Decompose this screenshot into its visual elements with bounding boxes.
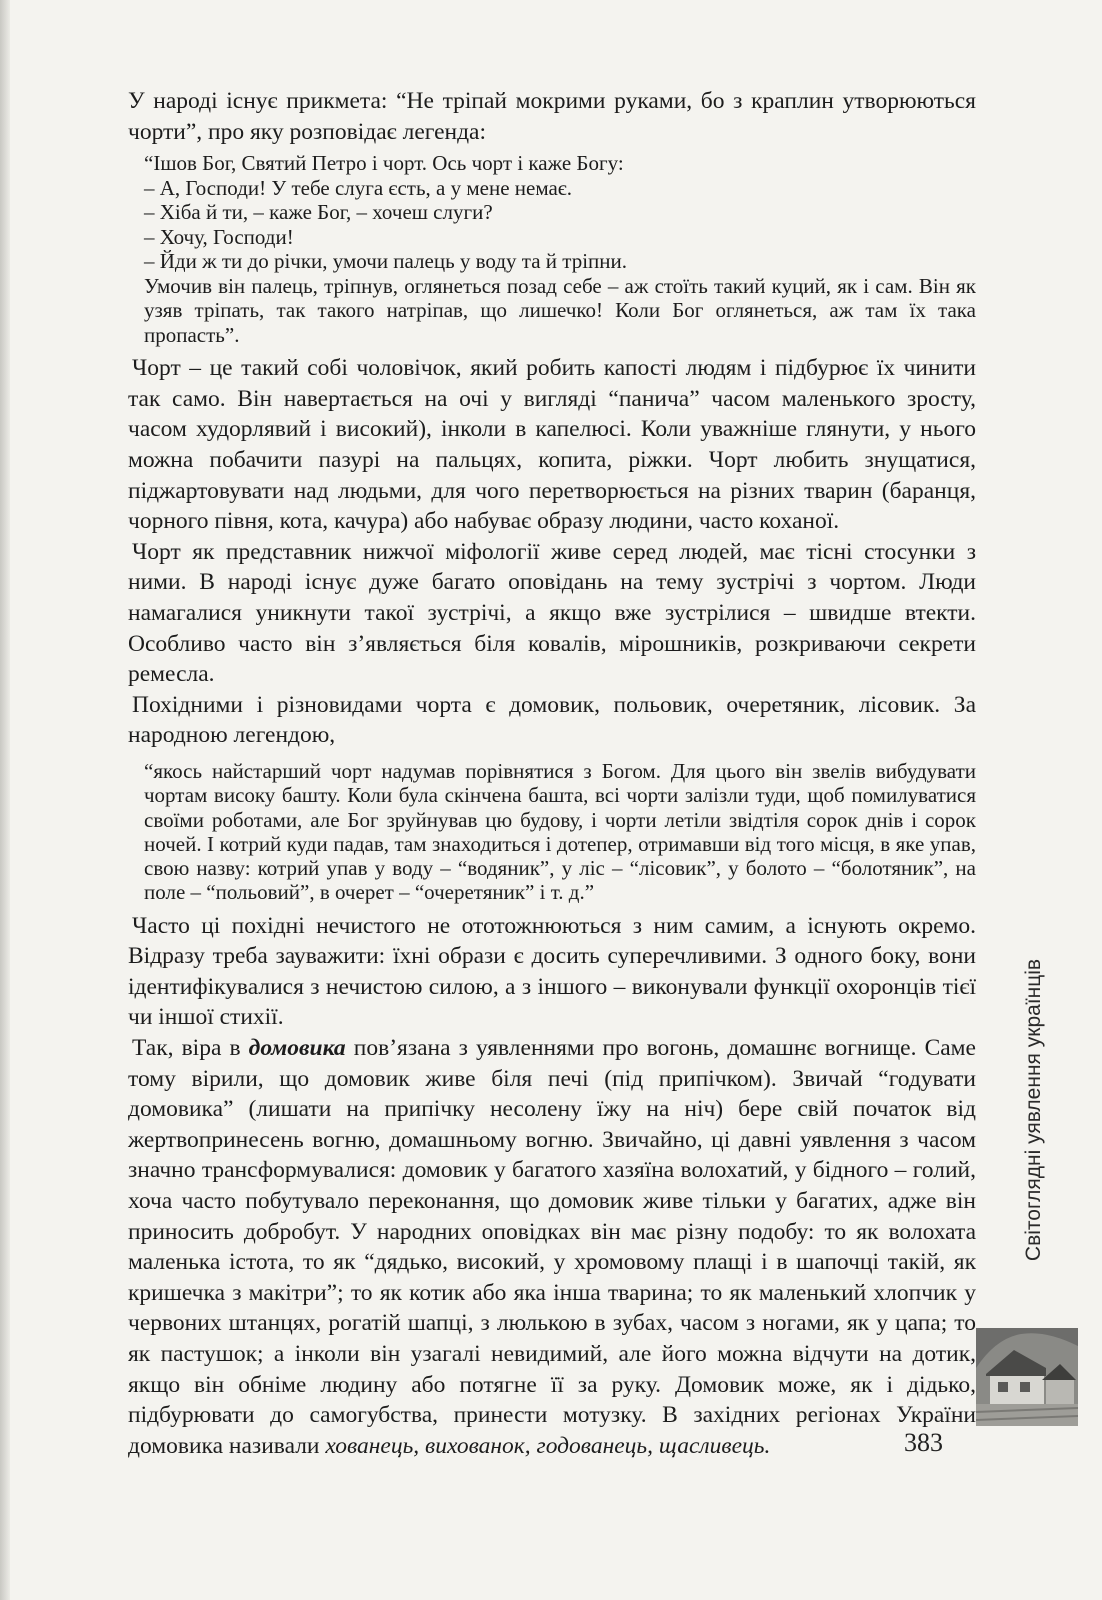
section-side-label	[1014, 945, 1054, 1275]
paragraph-3: Чорт як представник нижчої міфології живе серед людей, має тісні стосунки з ними. В народі існує дуже багато оповідань на тему зустрічі з чортом. Люди намагалися уникнути такої зустрічі, а якщо вже зустрілися – швидше втекти. Особливо часто він з’являється біля ковалів, мірошників, розкриваючи секрети ремесла.	[128, 538, 976, 688]
village-house-illustration	[976, 1328, 1078, 1426]
legend-quote-1	[144, 151, 976, 347]
paragraph-6-text: Так, віра в	[132, 1035, 249, 1062]
legend-quote-2: “якось найстарший чорт надумав порівнятися з Богом. Для цього він звелів вибудувати чортам високу башту. Коли була скінчена башта, всі чорти залізли туди, щоб помилуватися своїми роботами, але Бог зруйнував цю будову, і чорти летіли звідтіля сорок днів і сорок ночей. І котрий куди падав, там знаходиться і дотепер, отримавши від того місця, в яке упав, свою назву: котрий упав у воду – “водяник”, у ліс – “лісовик”, у болото – “болотяник”, на поле – “польовий”, в очерет – “очеретяник” і т. д.”	[144, 758, 976, 905]
paragraph-6	[128, 1033, 976, 1461]
quote-line: – Хочу, Господи!	[144, 224, 294, 249]
quote-line: “Ішов Бог, Святий Петро і чорт. Ось чорт і каже Богу:	[144, 151, 624, 176]
quote-line: – А, Господи! У тебе слуга єсть, а у мене немає.	[144, 175, 573, 200]
side-label-text: Світоглядні уявлення українців	[1022, 958, 1045, 1262]
quote-line: Умочив він палець, тріпнув, оглянеться позад себе – аж стоїть такий куций, як і сам. Він як узяв тріпать, так такого натріпав, що лишечко! Коли Бог оглянеться, аж там їх така пропасть”.	[144, 273, 976, 347]
quote-line: – Йди ж ти до річки, умочи палець у воду та й тріпни.	[144, 249, 627, 274]
paragraph-2: Чорт – це такий собі чоловічок, який робить капості людям і підбурює їх чинити так само. Він навертається на очі у вигляді “панича” часом маленького зросту, часом худорлявий і високий), інколи в капелюсі. Коли уважніше глянути, у нього можна побачити пазурі на пальцях, копита, ріжки. Чорт любить знущатися, піджартовувати над людьми, для чого перетворюється на різних тварин (баранця, чорного півня, кота, качура) або набуває образу людини, часто коханої.	[128, 355, 976, 535]
main-text	[128, 86, 976, 1461]
paragraph-6-text: пов’язана з уявленнями про вогонь, домашнє вогнище. Саме тому вірили, що домовик живе біля печі (під припічком). Звичай “годувати домовика” (лишати на припічку несолену їжу на ніч) бере свій початок від жертвопринесень вогню, домашньому вогню. Звичайно, ці давні уявлення з часом значно трансформувалися: домовик у багатого хазяїна волохатий, у бідного – голий, хоча часто побутувало переконання, що домовик живе тільки у багатих, адже він приносить добробут. У народних оповідках він має різну подобу: то як волохата маленька істота, то як “дядько, високий, у хромовому плащі і в шапочці такій, як кришечка з макітри”; то як котик або яка інша тварина; то як маленький хлопчик у червоних штанцях, рогатій шапці, з люлькою в зубах, часом з ногами, як у цапа; то як пастушок; а інколи він узагалі невидимий, але його можна відчути на дотик, якщо він обніме людину або потягне її за руку. Домовик може, як і дідько, підбурювати до самогубства, принести мотузку. В західних регіонах України домовика називали	[128, 1035, 976, 1459]
paragraph-5: Часто ці похідні нечистого не ототожнюються з ним самим, а існують окремо. Відразу треба зауважити: їхні образи є досить суперечливими. З одного боку, вони ідентифікувалися з нечистою силою, а з іншого – виконували функції охоронців тієї чи іншої стихії.	[128, 912, 976, 1031]
paragraph-1: У народі існує прикмета: “Не тріпай мокрими руками, бо з краплин утворюються чорти”, про яку розповідає легенда:	[128, 88, 976, 145]
page-number: 383	[904, 1428, 943, 1457]
domovyk-names: хованець, вихованок, годованець, щасливець.	[325, 1432, 771, 1459]
paragraph-4: Похідними і різновидами чорта є домовик, польовик, очеретяник, лісовик. За народною легендою,	[128, 691, 976, 749]
quote-line: – Хіба й ти, – каже Бог, – хочеш слуги?	[144, 200, 493, 225]
term-domovyk: домовика	[248, 1035, 346, 1062]
page-edge	[0, 0, 10, 1600]
